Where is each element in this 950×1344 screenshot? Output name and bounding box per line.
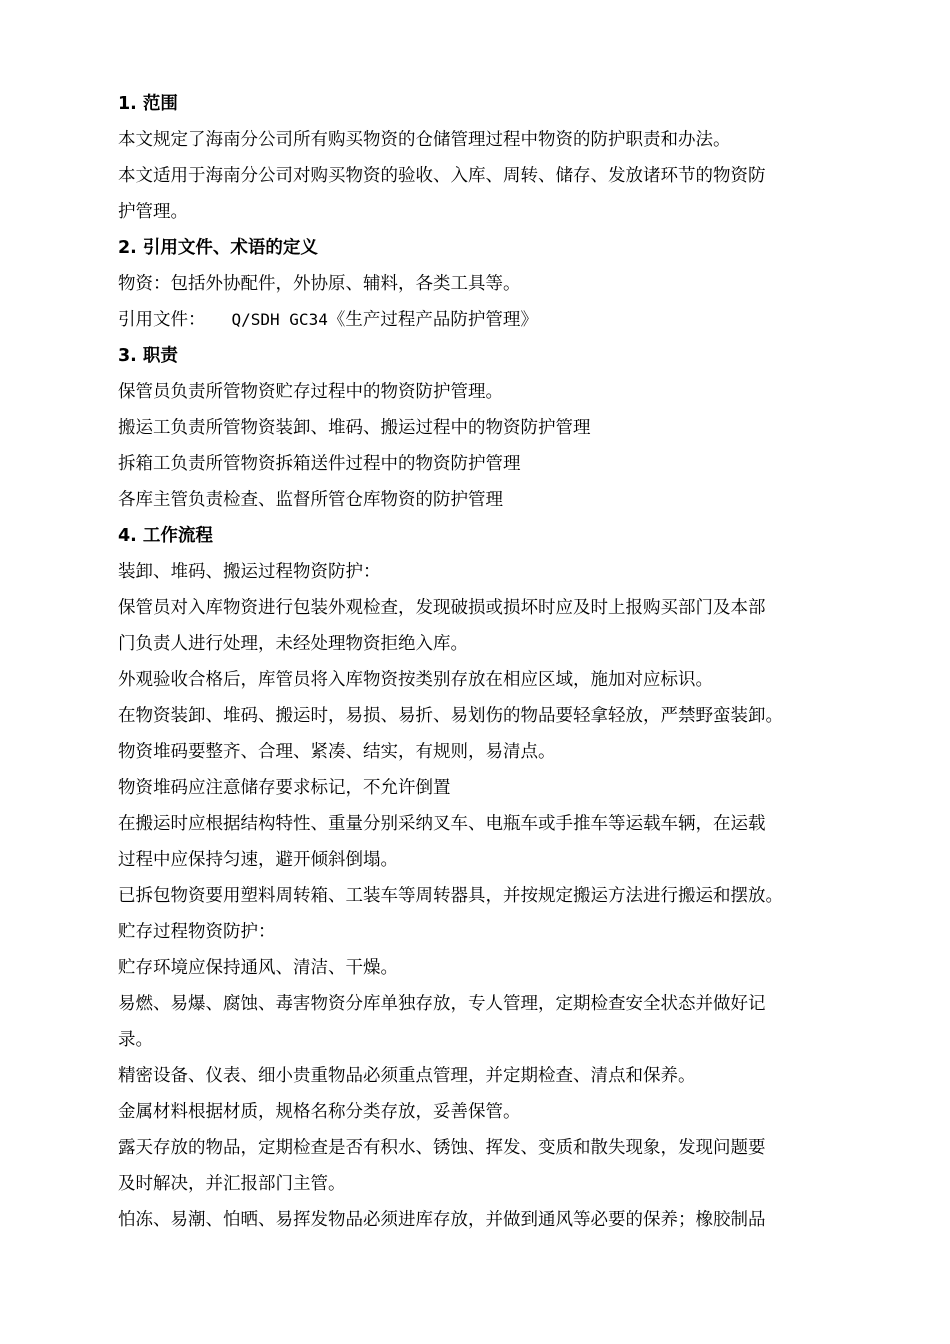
paragraph-line: 护管理。 [118,202,188,222]
paragraph-line: 物资堆码要整齐、合理、紧凑、结实，有规则，易清点。 [118,742,556,762]
paragraph-line: 贮存环境应保持通风、清洁、干燥。 [118,958,398,978]
paragraph-line: 已拆包物资要用塑料周转箱、工装车等周转器具，并按规定搬运方法进行搬运和摆放。 [118,886,783,906]
paragraph-line: 本文规定了海南分公司所有购买物资的仓储管理过程中物资的防护职责和办法。 [118,130,731,150]
paragraph-line: 装卸、堆码、搬运过程物资防护： [118,562,381,582]
paragraph-line: 在搬运时应根据结构特性、重量分别采纳叉车、电瓶车或手推车等运载车辆，在运载 [118,814,766,834]
document-page [118,86,842,1238]
paragraph-line: 精密设备、仪表、细小贵重物品必须重点管理，并定期检查、清点和保养。 [118,1066,696,1086]
paragraph-line: 怕冻、易潮、怕晒、易挥发物品必须进库存放，并做到通风等必要的保养；橡胶制品 [118,1210,766,1230]
reference-line [118,302,842,338]
section-heading: 2. 引用文件、术语的定义 [118,238,318,258]
paragraph-line: 本文适用于海南分公司对购买物资的验收、入库、周转、储存、发放诸环节的物资防 [118,166,766,186]
paragraph-line: 露天存放的物品，定期检查是否有积水、锈蚀、挥发、变质和散失现象，发现问题要 [118,1138,766,1158]
paragraph-line: 搬运工负责所管物资装卸、堆码、搬运过程中的物资防护管理 [118,418,591,438]
paragraph-line: 金属材料根据材质，规格名称分类存放，妥善保管。 [118,1102,521,1122]
paragraph-line: 及时解决，并汇报部门主管。 [118,1174,346,1194]
paragraph-line: 门负责人进行处理，未经处理物资拒绝入库。 [118,634,468,654]
paragraph-line: 物资：包括外协配件，外协原、辅料，各类工具等。 [118,274,521,294]
paragraph-line: 在物资装卸、堆码、搬运时，易损、易折、易划伤的物品要轻拿轻放，严禁野蛮装卸。 [118,706,783,726]
section-heading: 3. 职责 [118,346,178,366]
reference-code: Q/SDH GC34 [231,310,328,329]
paragraph-line: 物资堆码应注意储存要求标记，不允许倒置 [118,778,451,798]
paragraph-line: 拆箱工负责所管物资拆箱送件过程中的物资防护管理 [118,454,521,474]
paragraph-line: 外观验收合格后，库管员将入库物资按类别存放在相应区域，施加对应标识。 [118,670,713,690]
paragraph-line: 易燃、易爆、腐蚀、毒害物资分库单独存放，专人管理，定期检查安全状态并做好记 [118,994,766,1014]
paragraph-line: 各库主管负责检查、监督所管仓库物资的防护管理 [118,490,503,510]
paragraph-line: 保管员对入库物资进行包装外观检查，发现破损或损坏时应及时上报购买部门及本部 [118,598,766,618]
paragraph-line: 录。 [118,1030,153,1050]
reference-label: 引用文件： [118,310,206,330]
reference-title: 《生产过程产品防护管理》 [327,310,538,330]
paragraph-line: 过程中应保持匀速，避开倾斜倒塌。 [118,850,398,870]
paragraph-line: 保管员负责所管物资贮存过程中的物资防护管理。 [118,382,503,402]
section-heading: 4. 工作流程 [118,526,213,546]
paragraph-line: 贮存过程物资防护： [118,922,276,942]
section-heading: 1. 范围 [118,94,178,114]
